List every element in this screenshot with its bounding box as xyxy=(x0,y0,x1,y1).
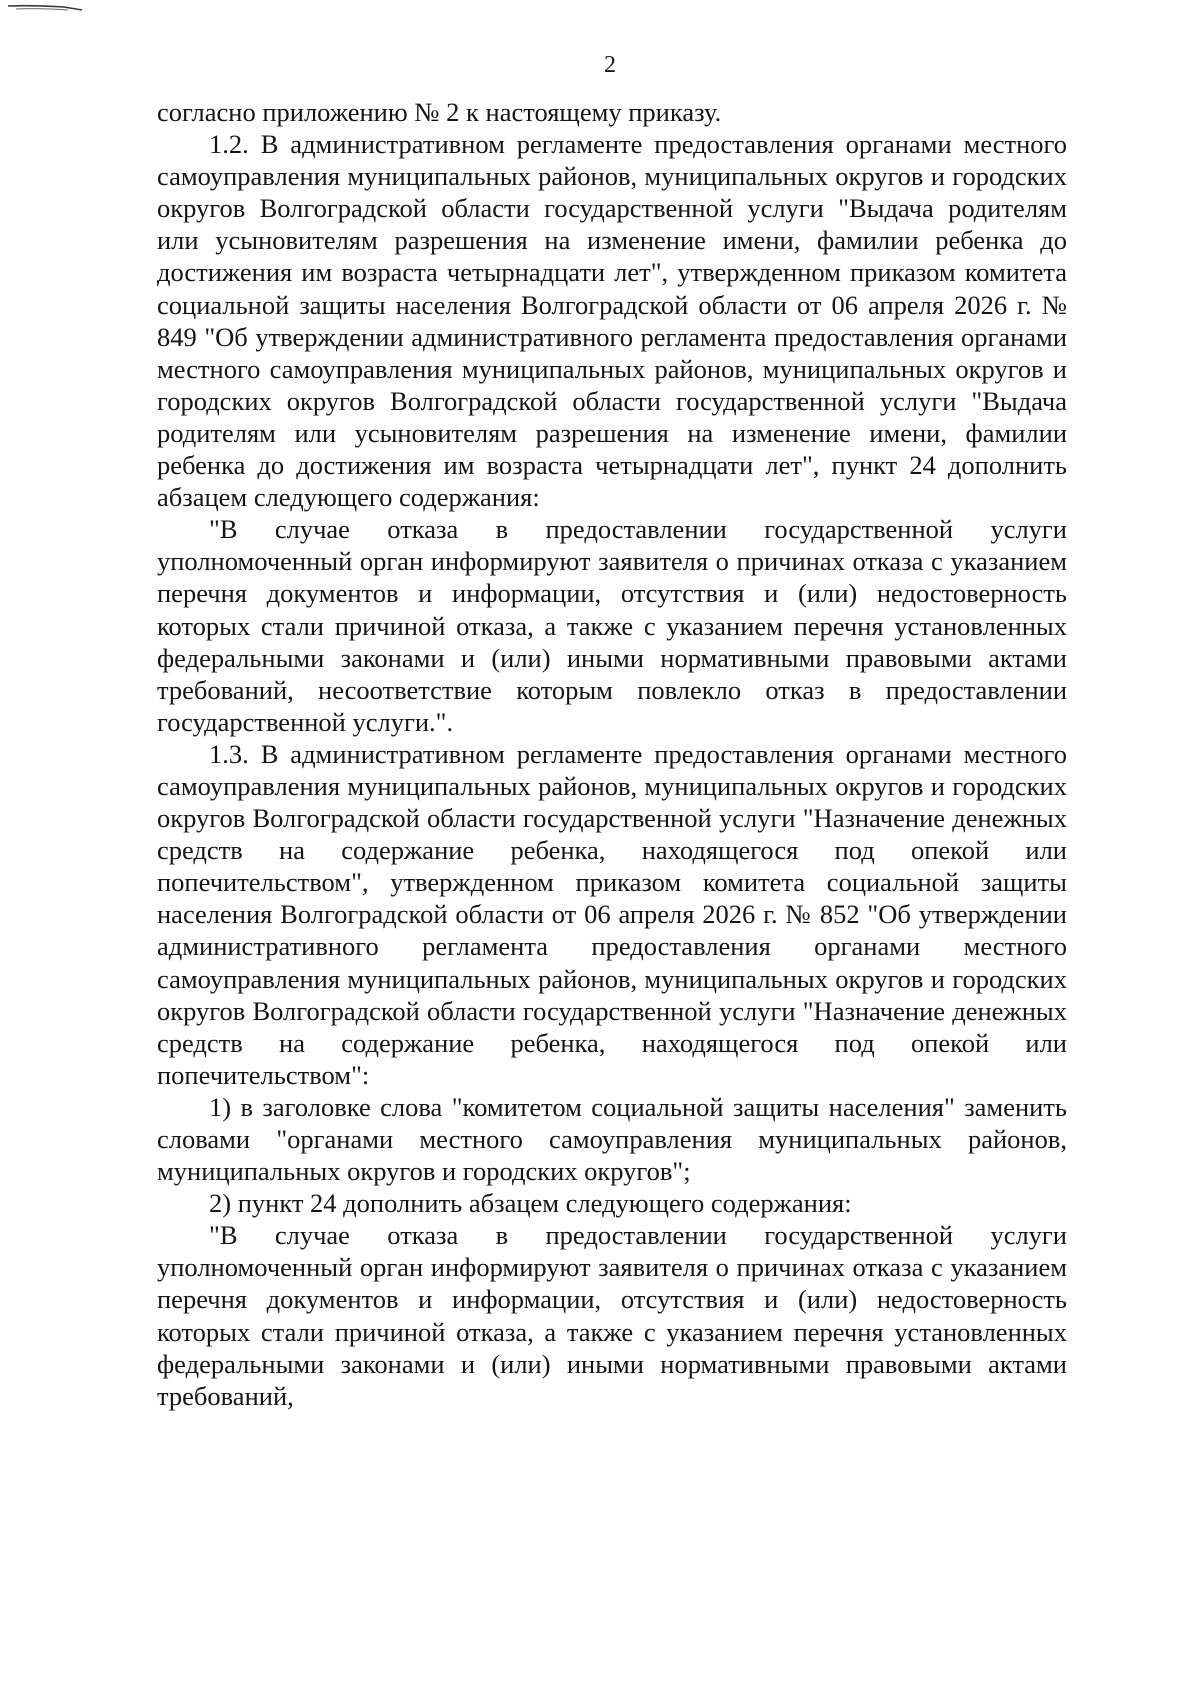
paragraph-subitem-1: 1) в заголовке слова "комитетом социальной защиты населения" заменить словами "органами местного самоуправления муниципальных районов, муниципальных округов и городских округов"; xyxy=(157,1091,1067,1187)
paragraph-quoted-insert-2: "В случае отказа в предоставлении государственной услуги уполномоченный орган информируют заявителя о причинах отказа с указанием перечня документов и информации, отсутствия и (или) недостоверность которых стали причиной отказа, а также с указанием перечня установленных федеральными законами и (или) иными нормативными правовыми актами требований, xyxy=(157,1220,1067,1411)
scan-artifact-mark xyxy=(6,4,84,12)
page-number: 2 xyxy=(604,52,616,78)
document-body xyxy=(157,96,1067,1412)
paragraph-item-1-3: 1.3. В административном регламенте предоставления органами местного самоуправления муниципальных районов, муниципальных округов и городских округов Волгоградской области государственной услуги "Назначение денежных средств на содержание ребенка, находящегося под опекой или попечительством", утвержденном приказом комитета социальной защиты населения Волгоградской области от 06 апреля 2026 г. № 852 "Об утверждении административного регламента предоставления органами местного самоуправления муниципальных районов, муниципальных округов и городских округов Волгоградской области государственной услуги "Назначение денежных средств на содержание ребенка, находящегося под опекой или попечительством": xyxy=(157,738,1067,1090)
paragraph-item-1-2: 1.2. В административном регламенте предоставления органами местного самоуправления муниципальных районов, муниципальных округов и городских округов Волгоградской области государственной услуги "Выдача родителям или усыновителям разрешения на изменение имени, фамилии ребенка до достижения им возраста четырнадцати лет", утвержденном приказом комитета социальной защиты населения Волгоградской области от 06 апреля 2026 г. № 849 "Об утверждении административного регламента предоставления органами местного самоуправления муниципальных районов, муниципальных округов и городских округов Волгоградской области государственной услуги "Выдача родителям или усыновителям разрешения на изменение имени, фамилии ребенка до достижения им возраста четырнадцати лет", пункт 24 дополнить абзацем следующего содержания: xyxy=(157,129,1067,513)
paragraph-quoted-insert-1: "В случае отказа в предоставлении государственной услуги уполномоченный орган информируют заявителя о причинах отказа с указанием перечня документов и информации, отсутствия и (или) недостоверность которых стали причиной отказа, а также с указанием перечня установленных федеральными законами и (или) иными нормативными правовыми актами требований, несоответствие которым повлекло отказ в предоставлении государственной услуги.". xyxy=(157,514,1067,737)
paragraph-subitem-2: 2) пункт 24 дополнить абзацем следующего содержания: xyxy=(209,1188,852,1219)
paragraph-continuation: согласно приложению № 2 к настоящему приказу. xyxy=(157,97,722,127)
